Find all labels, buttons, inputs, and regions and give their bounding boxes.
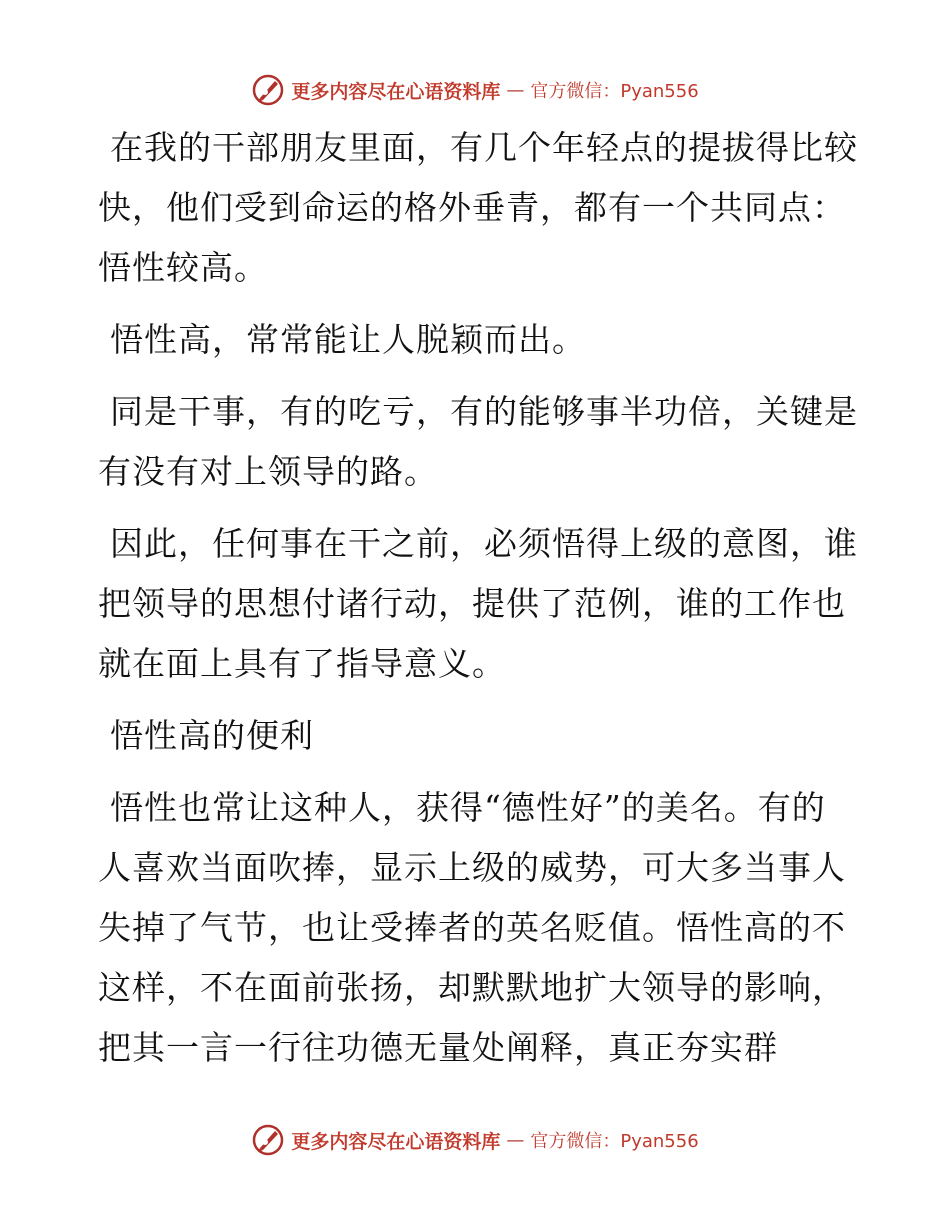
header-wechat-text: 官方微信：Pyan556: [530, 81, 699, 102]
footer-separator: —: [506, 1129, 525, 1151]
header-banner: [0, 70, 950, 110]
section-heading: 悟性高的便利: [110, 716, 314, 755]
footer-wechat-text: 官方微信：Pyan556: [530, 1131, 699, 1152]
paragraph: 因此，任何事在干之前，必须悟得上级的意图，谁把领导的思想付诸行动，提供了范例，谁的工作也就在面上具有了指导意义。: [98, 524, 858, 683]
footer-banner: [0, 1120, 950, 1160]
paragraph: 同是干事，有的吃亏，有的能够事半功倍，关键是有没有对上领导的路。: [98, 392, 858, 491]
paragraph: 悟性也常让这种人，获得“德性好”的美名。有的人喜欢当面吹捧，显示上级的威势，可大多当事人失掉了气节，也让受捧者的英名贬值。悟性高的不这样，不在面前张扬，却默默地扩大领导的影响，把其一言一行往功德无量处阐释，真正夯实群: [98, 788, 846, 1067]
quill-circle-logo-icon: [251, 73, 285, 107]
footer-brand-text: 更多内容尽在心语资料库: [291, 1130, 501, 1153]
quill-circle-logo-icon: [251, 1123, 285, 1157]
paragraph: 悟性高，常常能让人脱颖而出。: [110, 320, 586, 359]
paragraph: 在我的干部朋友里面，有几个年轻点的提拔得比较快，他们受到命运的格外垂青，都有一个共同点：悟性较高。: [98, 128, 858, 287]
header-brand-text: 更多内容尽在心语资料库: [291, 80, 501, 103]
header-separator: —: [506, 79, 525, 101]
document-body: [98, 118, 858, 1090]
